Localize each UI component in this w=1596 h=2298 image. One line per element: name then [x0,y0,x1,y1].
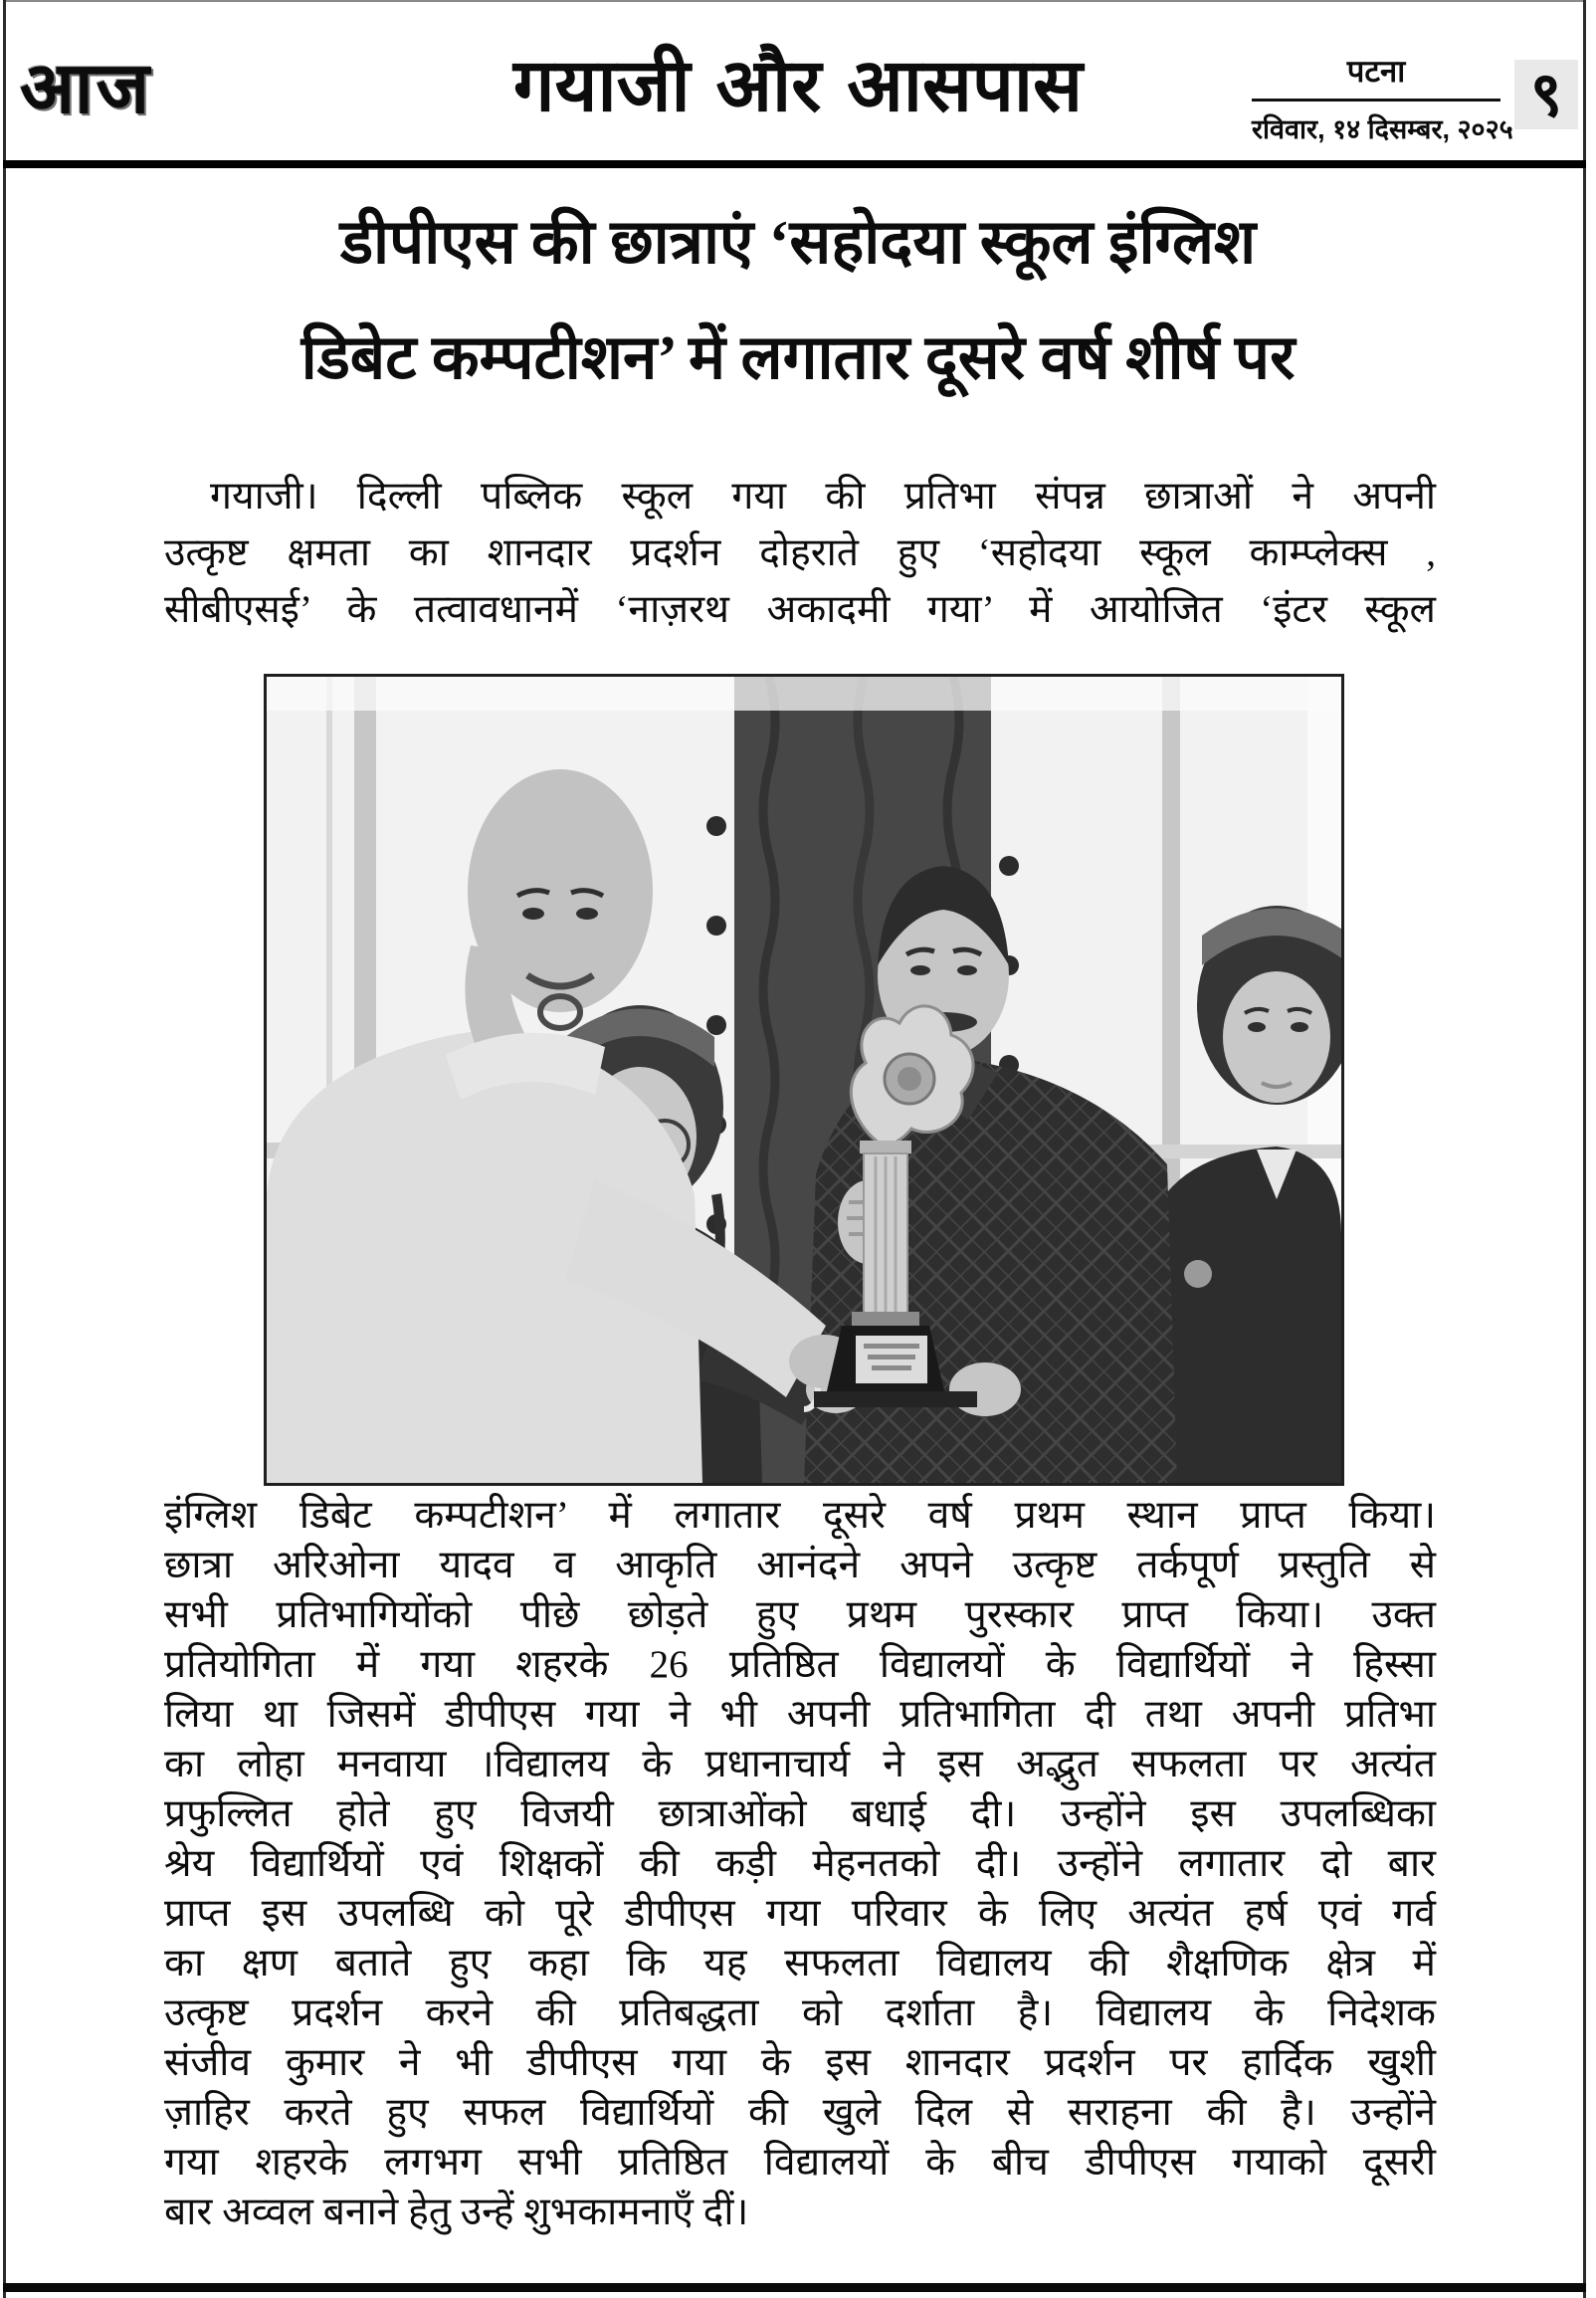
date-line: रविवार, १४ दिसम्बर, २०२५ [1252,114,1513,144]
body-line: श्रेय विद्यार्थियों एवं शिक्षकों की कड़ी मेहनतको दी। उन्होंने लगातार दो बार [164,1842,1436,1885]
page-border-top [3,0,1586,2]
body-line: इंग्लिश डिबेट कम्पटीशन’ में लगातार दूसरे वर्ष प्रथम स्थान प्राप्त किया। [164,1494,1436,1537]
body-line: गया शहरके लगभग सभी प्रतिष्ठित विद्यालयों के बीच डीपीएस गयाको दूसरी [164,2141,1436,2184]
body-line: ज़ाहिर करते हुए सफल विद्यार्थियों की खुले दिल से सराहना की है। उन्होंने [164,2091,1436,2134]
section-title: गयाजी और आसपास [512,43,1084,128]
body-line: प्रफुल्लित होते हुए विजयी छात्राओंको बधाई दी। उन्होंने इस उपलब्धिका [164,1792,1436,1835]
page-number-box [1514,60,1578,129]
body-line: बार अव्वल बनाने हेतु उन्हें शुभकामनाएँ दीं। [164,2191,749,2233]
intro-line: सीबीएसई’ के तत्वावधानमें ‘नाज़रथ अकादमी गया’ में आयोजित ‘इंटर स्कूल [164,588,1436,631]
body-line: का क्षण बताते हुए कहा कि यह सफलता विद्यालय की शैक्षणिक क्षेत्र में [164,1942,1436,1985]
body-line: छात्रा अरिओना यादव व आकृति आनंदने अपने उत्कृष्ट तर्कपूर्ण प्रस्तुति से [164,1544,1436,1586]
city-name: पटना [1252,50,1500,102]
page-border-bottom [3,2283,1586,2292]
masthead-rule [3,160,1586,168]
article-headline [70,185,1526,416]
headline-line-1: डीपीएस की छात्राएं ‘सहोदया स्कूल इंग्लिश [339,209,1257,277]
body-line: प्राप्त इस उपलब्धि को पूरे डीपीएस गया परिवार के लिए अत्यंत हर्ष एवं गर्व [164,1892,1436,1935]
newspaper-logo: आज [20,45,153,129]
page-number: ९ [1529,58,1563,130]
body-line: संजीव कुमार ने भी डीपीएस गया के इस शानदार प्रदर्शन पर हार्दिक खुशी [164,2041,1436,2084]
body-line: प्रतियोगिता में गया शहरके 26 प्रतिष्ठित विद्यालयों के विद्यार्थियों ने हिस्सा [164,1643,1436,1686]
body-line: का लोहा मनवाया ।विद्यालय के प्रधानाचार्य ने इस अद्भुत सफलता पर अत्यंत [164,1743,1436,1785]
headline-line-2: डिबेट कम्पटीशन’ में लगातार दूसरे वर्ष शीर्ष पर [300,324,1296,392]
dateline-block [1252,50,1513,146]
page-border-left [3,0,6,2298]
intro-line: उत्कृष्ट क्षमता का शानदार प्रदर्शन दोहराते हुए ‘सहोदया स्कूल काम्प्लेक्स , [164,531,1436,574]
body-paragraph [164,1491,1436,2237]
page-border-right [1583,0,1586,2298]
body-line: लिया था जिसमें डीपीएस गया ने भी अपनी प्रतिभागिता दी तथा अपनी प्रतिभा [164,1693,1436,1736]
article-photo [264,674,1344,1486]
photo-illustration [267,677,1341,1483]
intro-line: गयाजी। दिल्ली पब्लिक स्कूल गया की प्रतिभा संपन्न छात्राओं ने अपनी [210,475,1436,518]
body-line: सभी प्रतिभागियोंको पीछे छोड़ते हुए प्रथम पुरस्कार प्राप्त किया। उक्त [164,1593,1436,1636]
body-line: उत्कृष्ट प्रदर्शन करने की प्रतिबद्धता को दर्शाता है। विद्यालय के निदेशक [164,1991,1436,2034]
intro-paragraph [164,468,1436,638]
